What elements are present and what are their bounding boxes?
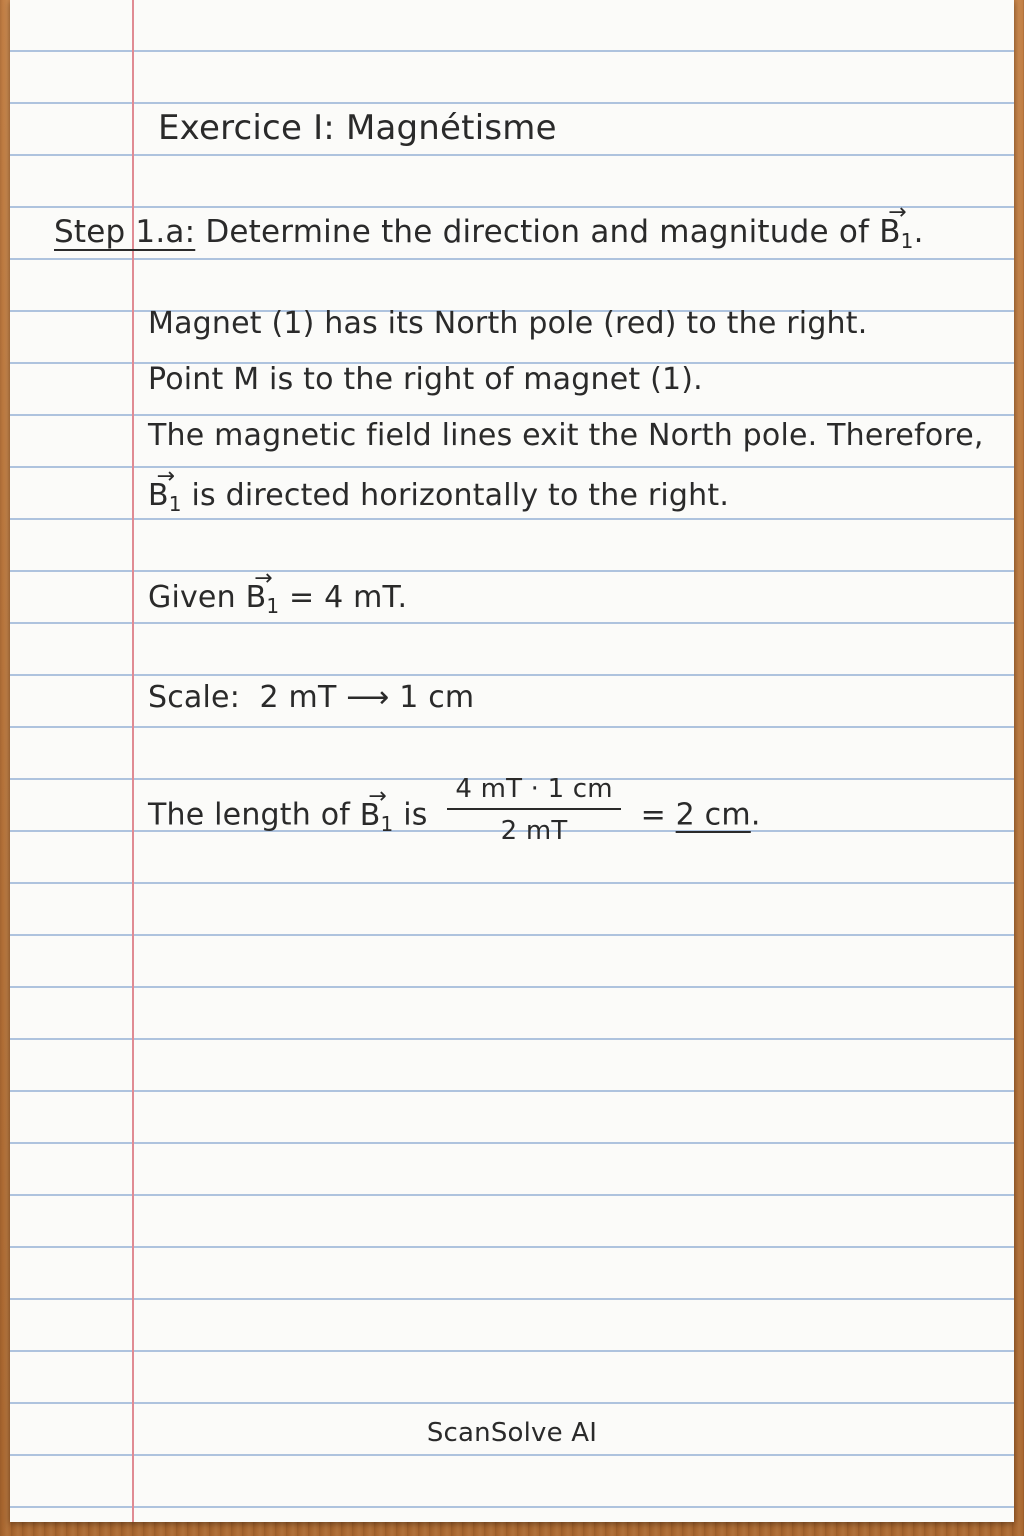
vector-arrow-icon: →	[254, 566, 273, 591]
scale-line: Scale: 2 mT ⟶ 1 cm	[148, 680, 475, 715]
notebook-paper	[10, 0, 1014, 1522]
explanation-line-1: Magnet (1) has its North pole (red) to the right.	[148, 306, 868, 341]
step-heading: Step 1.a: Determine the direction and magnitude of → $B_1$.	[54, 200, 924, 253]
fraction	[447, 774, 620, 846]
vector-arrow-icon: →	[368, 783, 387, 809]
length-result: 2 cm	[675, 797, 751, 833]
vector-arrow-icon: →	[156, 464, 176, 489]
explanation-line-3: The magnetic field lines exit the North pole. Therefore,	[148, 418, 984, 453]
step-label: Step 1.a:	[54, 214, 196, 250]
length-line: The length of → $B_1$ is $\frac{4 mT \cdot 1 cm}{2 mT}$ = 2 cm.	[148, 774, 761, 846]
step-text: Determine the direction and magnitude of	[205, 214, 870, 250]
vector-arrow-icon: →	[888, 200, 907, 225]
vector-b1: → $B_1$	[879, 200, 914, 253]
right-arrow-icon: ⟶	[346, 680, 390, 715]
fraction-numerator: 4 mT · 1 cm	[447, 774, 620, 810]
explanation-line-2: Point M is to the right of magnet (1).	[148, 362, 703, 397]
vector-b1: → $B_1$	[245, 566, 280, 618]
vector-b1: → $B_1$	[148, 464, 182, 516]
footer-brand: ScanSolve AI	[426, 1418, 598, 1448]
exercise-title: Exercice I: Magnétisme	[158, 108, 557, 148]
fraction-denominator: 2 mT	[500, 816, 568, 846]
vector-b1: → $B_1$	[359, 783, 394, 836]
given-line: Given → $B_1 = 4$ mT.	[148, 566, 408, 618]
explanation-line-4: → $B_1$ is directed horizontally to the right.	[148, 464, 730, 516]
